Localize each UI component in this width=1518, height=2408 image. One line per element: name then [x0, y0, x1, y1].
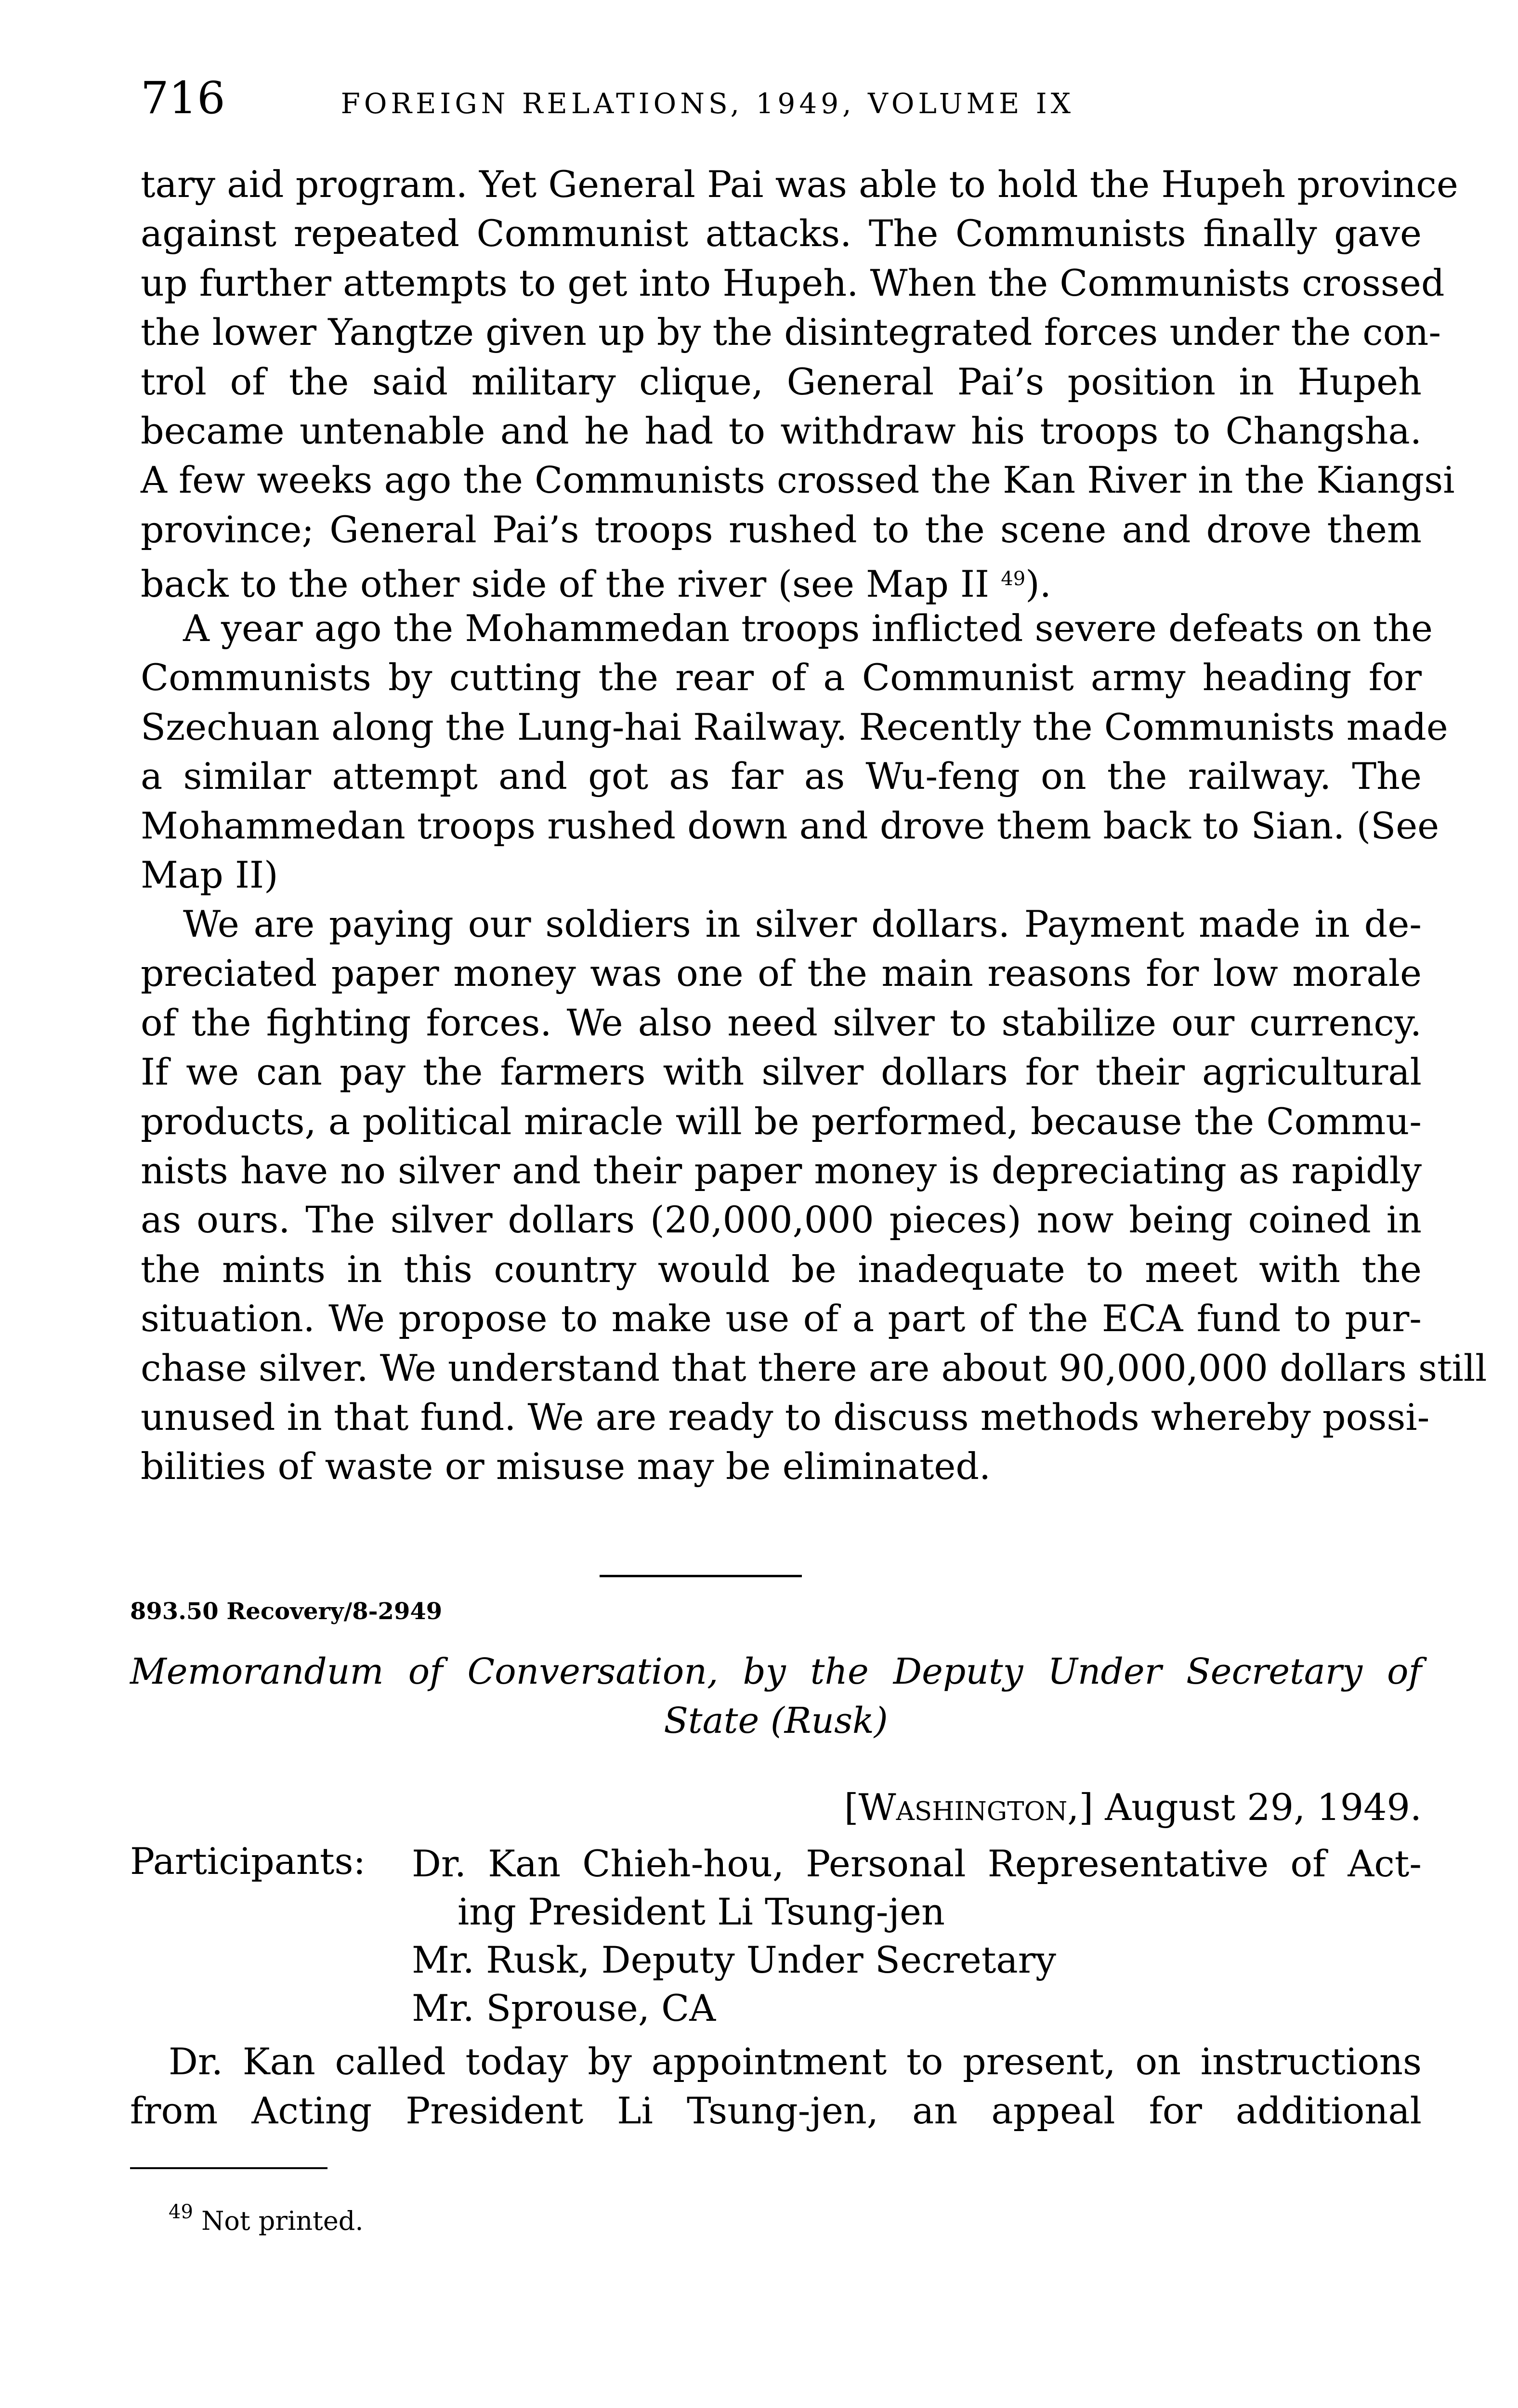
paragraph-line: province; General Pai’s troops rushed to the scene and drove them: [141, 508, 1422, 551]
dateline-place: [Washington,]: [844, 1786, 1094, 1829]
paragraph-line: up further attempts to get into Hupeh. When the Communists crossed: [141, 261, 1445, 304]
paragraph-4: [130, 2037, 1422, 2136]
paragraph-line: Map II): [141, 853, 278, 897]
paragraph-line: A year ago the Mohammedan troops inflicted severe defeats on the: [183, 607, 1433, 650]
paragraph-line: as ours. The silver dollars (20,000,000 pieces) now being coined in: [141, 1198, 1422, 1242]
paragraph-line: products, a political miracle will be performed, because the Commu-: [141, 1099, 1422, 1143]
line-text: back to the other side of the river (see Map II: [141, 563, 990, 606]
paragraph-line: nists have no silver and their paper money is depreciating as rapidly: [141, 1149, 1422, 1192]
paragraph-3: [141, 900, 1487, 1492]
paragraph-line: bilities of waste or misuse may be eliminated.: [141, 1445, 991, 1488]
paragraph-line: situation. We propose to make use of a part of the ECA fund to pur-: [141, 1297, 1422, 1340]
paragraph-line: the lower Yangtze given up by the disintegrated forces under the con-: [141, 311, 1441, 354]
footnote-number: 49: [169, 2201, 193, 2223]
dateline-date: August 29, 1949.: [1105, 1786, 1422, 1829]
file-number: 893.50 Recovery/8-2949: [130, 1598, 443, 1625]
paragraph-line: from Acting President Li Tsung-jen, an appeal for additional: [130, 2089, 1422, 2133]
participants-list: [412, 1840, 1422, 2032]
paragraph-line: We are paying our soldiers in silver dollars. Payment made in de-: [183, 903, 1422, 945]
footnote-text: Not printed.: [201, 2206, 364, 2236]
footnote-reference: 49: [1001, 568, 1026, 590]
footnote-divider: [130, 2167, 327, 2169]
participant-row: ing President Li Tsung-jen: [458, 1890, 945, 1933]
section-divider: [600, 1575, 802, 1577]
paragraph-line: a similar attempt and got as far as Wu-feng on the railway. The: [141, 755, 1422, 798]
line-text: ).: [1025, 563, 1051, 606]
paragraph-line: trol of the said military clique, General Pai’s position in Hupeh: [141, 360, 1422, 403]
document-title: [130, 1647, 1422, 1745]
paragraph-line: Mohammedan troops rushed down and drove them back to Sian. (See: [141, 804, 1439, 847]
participants-label: Participants:: [130, 1840, 366, 1883]
dateline: [844, 1786, 1422, 1829]
paragraph-line: became untenable and he had to withdraw his troops to Changsha.: [141, 409, 1422, 453]
header-title: FOREIGN RELATIONS, 1949, VOLUME IX: [340, 87, 1074, 120]
participant-row: Mr. Rusk, Deputy Under Secretary: [412, 1938, 1056, 1981]
participant-row: Dr. Kan Chieh-hou, Personal Representative of Act-: [412, 1842, 1422, 1885]
participant-row: Mr. Sprouse, CA: [412, 1987, 716, 2029]
paragraph-2: [141, 604, 1448, 900]
document-title-line: Memorandum of Conversation, by the Deputy Under Secretary of: [130, 1651, 1422, 1692]
paragraph-line: Dr. Kan called today by appointment to present, on instructions: [169, 2040, 1422, 2083]
paragraph-line: the mints in this country would be inadequate to meet with the: [141, 1247, 1422, 1291]
paragraph-line: Communists by cutting the rear of a Communist army heading for: [141, 656, 1422, 699]
paragraph-line: of the fighting forces. We also need silver to stabilize our currency.: [141, 1001, 1422, 1044]
page-number: 716: [141, 72, 225, 124]
paragraph-line: preciated paper money was one of the main reasons for low morale: [141, 952, 1422, 995]
paragraph-line: If we can pay the farmers with silver dollars for their agricultural: [141, 1050, 1422, 1094]
footnote: [169, 2201, 364, 2236]
document-title-line: State (Rusk): [664, 1700, 888, 1741]
paragraph-line: tary aid program. Yet General Pai was able to hold the Hupeh province: [141, 163, 1458, 206]
running-header: [141, 72, 1422, 125]
paragraph-1: [141, 160, 1458, 609]
paragraph-line: chase silver. We understand that there are about 90,000,000 dollars still: [141, 1346, 1487, 1389]
paragraph-line: A few weeks ago the Communists crossed the Kan River in the Kiangsi: [141, 458, 1455, 502]
paragraph-line: unused in that fund. We are ready to discuss methods whereby possi-: [141, 1396, 1430, 1439]
paragraph-line: against repeated Communist attacks. The Communists finally gave: [141, 212, 1422, 255]
paragraph-line: Szechuan along the Lung-hai Railway. Recently the Communists made: [141, 705, 1448, 748]
paragraph-last-line: [141, 554, 1422, 609]
